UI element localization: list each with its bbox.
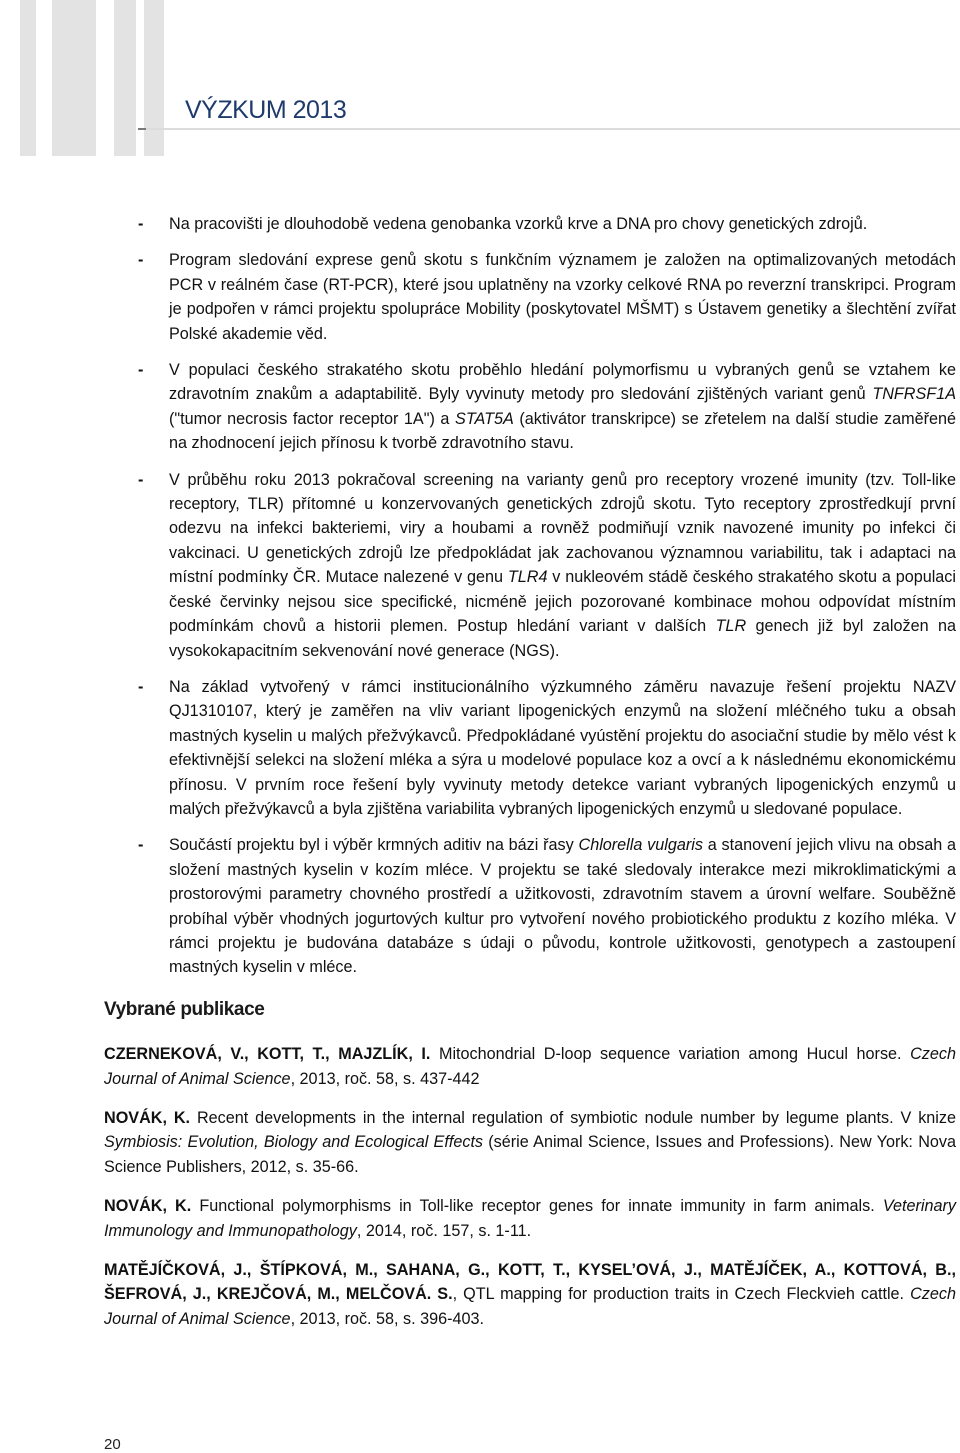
research-bullet-item: [104, 212, 956, 236]
text-run: (aktivátor transkripce) se zřetelem na další studie zaměřené na zhodnocení jejich přínosu k tvorbě zdravotního stavu.: [169, 409, 956, 453]
publication-entry: [104, 1042, 956, 1091]
text-run: v nukleovém stádě českého strakatého skotu a populaci české červinky nejsou sice specifické, nicméně jejich pozorované kombinace mohou odpovídat místním podmínkám chovů a historii plemen. Postup hledání variant v dalších: [169, 568, 956, 636]
text-run: Functional polymorphisms in Toll-like receptor genes for innate immunity in farm animals.: [191, 1197, 883, 1216]
bullet-text: [169, 251, 956, 342]
text-run: V populaci českého strakatého skotu proběhlo hledání polymorfismu u vybraných genů se vztahem ke zdravotním znakům a adaptabilitě. Byly vyvinuty metody pro sledování zjištěných variant genů: [169, 361, 956, 404]
publication-authors: MATĚJÍČKOVÁ, J., ŠTÍPKOVÁ, M., SAHANA, G., KOTT, T., KYSEL’OVÁ, J., MATĚJÍČEK, A., KOTTOVÁ, B., ŠEFROVÁ, J., KREJČOVÁ, M., MELČOVÁ. S.: [104, 1261, 956, 1304]
text-run: ("tumor necrosis factor receptor 1A") a: [169, 409, 456, 428]
bullet-text: [169, 471, 956, 660]
text-run: Součástí projektu byl i výběr krmných aditiv na bázi řasy: [169, 836, 579, 855]
header-rule: [140, 128, 960, 130]
italic-text: Symbiosis: Evolution, Biology and Ecological Effects: [104, 1133, 484, 1152]
bullet-dash-icon: -: [138, 470, 144, 489]
italic-text: TNFRSF1A: [872, 385, 956, 404]
publication-authors: NOVÁK, K.: [104, 1109, 191, 1127]
header-decor-bar: [114, 0, 136, 156]
text-run: , 2013, roč. 58, s. 396-403.: [290, 1309, 485, 1328]
text-run: Program sledování exprese genů skotu s funkčním významem je založen na optimalizovaných metodách PCR v reálném čase (RT-PCR), které jsou uplatněny na vzorky celkové RNA po reverzní transkripci. Program je podpořen v rámci projektu spolupráce Mobility (poskytovatel MŠMT) s Ústavem genetiky a šlechtění zvířat Polské akademie věd.: [169, 251, 956, 343]
text-run: , 2014, roč. 157, s. 1-11.: [356, 1221, 532, 1240]
bullet-dash-icon: -: [138, 361, 144, 380]
italic-text: STAT5A: [455, 409, 514, 428]
text-run: a stanovení jejich vlivu na obsah a složení mastných kyselin v kozím mléce. V projektu se také sledovaly interakce mezi mikroklimatickými a prostorovými parametry chovného prostředí a užitkovosti, zdravotním stavem a úrovní welfare. Souběžně probíhal výběr vhodných jogurtových kultur pro vytvoření nového probiotického produktu z kozího mléka. V rámci projektu je budována databáze s údaji o původu, kontrole užitkovosti, genotypech a zastoupení mastných kyselin v mléce.: [169, 836, 956, 977]
bullet-text: [169, 836, 956, 976]
page-title: VÝZKUM 2013: [185, 96, 347, 124]
main-content: [104, 212, 956, 1346]
text-run: (série Animal Science, Issues and Professions). New York: Nova Science Publishers, 2012, s. 35-66.: [104, 1133, 956, 1176]
research-bullet-item: [104, 248, 956, 346]
publication-authors: CZERNEKOVÁ, V., KOTT, T., MAJZLÍK, I.: [104, 1045, 431, 1064]
research-bullet-item: [104, 833, 956, 979]
header-decor-bar: [20, 0, 36, 156]
page-number: 20: [104, 1436, 121, 1453]
italic-text: TLR4: [507, 568, 548, 587]
text-run: V průběhu roku 2013 pokračoval screening na varianty genů pro receptory vrozené imunity (tzv. Toll-like receptory, TLR) přítomné u konzervovaných genetických zdrojů skotu. Tyto receptory zprostředkují první odezvu na infekci bakteriemi, viry a houbami a rovněž podmiňují vznik navozené imunity po infekci či vakcinaci. U genetických zdrojů lze předpokládat jak zachovanou významnou variabilitu, tak i adaptaci na místní podmínky ČR. Mutace nalezené v genu: [169, 470, 956, 587]
publication-entry: [104, 1194, 956, 1243]
header-decor-bar: [52, 0, 96, 156]
research-bullet-list: [104, 212, 956, 980]
text-run: genech již byl založen na vysokokapacitním sekvenování nové generace (NGS).: [169, 617, 956, 660]
research-bullet-item: [104, 675, 956, 821]
header-decor-bar: [144, 0, 164, 156]
publication-entry: [104, 1258, 956, 1331]
bullet-text: [169, 215, 867, 233]
bullet-text: [169, 361, 956, 452]
text-run: , 2013, roč. 58, s. 437-442: [290, 1069, 480, 1088]
text-run: Na pracovišti je dlouhodobě vedena genobanka vzorků krve a DNA pro chovy genetických zdrojů.: [169, 215, 868, 233]
bullet-dash-icon: -: [138, 215, 144, 233]
bullet-dash-icon: -: [138, 836, 144, 855]
bullet-dash-icon: -: [138, 251, 144, 270]
text-run: , QTL mapping for production traits in Czech Fleckvieh cattle.: [452, 1285, 911, 1304]
text-run: Recent developments in the internal regulation of symbiotic nodule number by legume plants. V knize: [190, 1109, 956, 1127]
research-bullet-item: [104, 358, 956, 456]
bullet-text: [169, 678, 956, 818]
italic-text: Veterinary Immunology and Immunopathology: [104, 1197, 956, 1240]
text-run: Mitochondrial D-loop sequence variation among Hucul horse.: [430, 1045, 911, 1064]
italic-text: Czech Journal of Animal Science: [104, 1045, 956, 1088]
publication-entry: [104, 1106, 956, 1179]
bullet-dash-icon: -: [138, 677, 144, 696]
header-rule-tick: [138, 128, 146, 130]
publication-authors: NOVÁK, K.: [104, 1197, 192, 1216]
publications-list: [104, 1042, 956, 1331]
text-run: Na základ vytvořený v rámci institucionálního výzkumného záměru navazuje řešení projektu NAZV QJ1310107, který je zaměřen na vliv variant lipogenických enzymů na složení mléčného tuku a obsah mastných kyselin u malých přežvýkavců. Předpokládané vyústění projektu do asociační studie by mělo vést k efektivnější selekci na složení mléka a sýra u modelové populace koz a ovcí a k následnému ekonomickému přínosu. V prvním roce řešení byly vyvinuty metody detekce variant vybraných lipogenických enzymů u malých přežvýkavců a byla zjištěna variabilita vybraných lipogenických enzymů u sledované populace.: [169, 677, 956, 818]
italic-text: TLR: [715, 617, 747, 636]
research-bullet-item: [104, 468, 956, 663]
publications-heading: Vybrané publikace: [104, 998, 265, 1020]
italic-text: Chlorella vulgaris: [578, 836, 703, 855]
italic-text: Czech Journal of Animal Science: [104, 1285, 956, 1328]
